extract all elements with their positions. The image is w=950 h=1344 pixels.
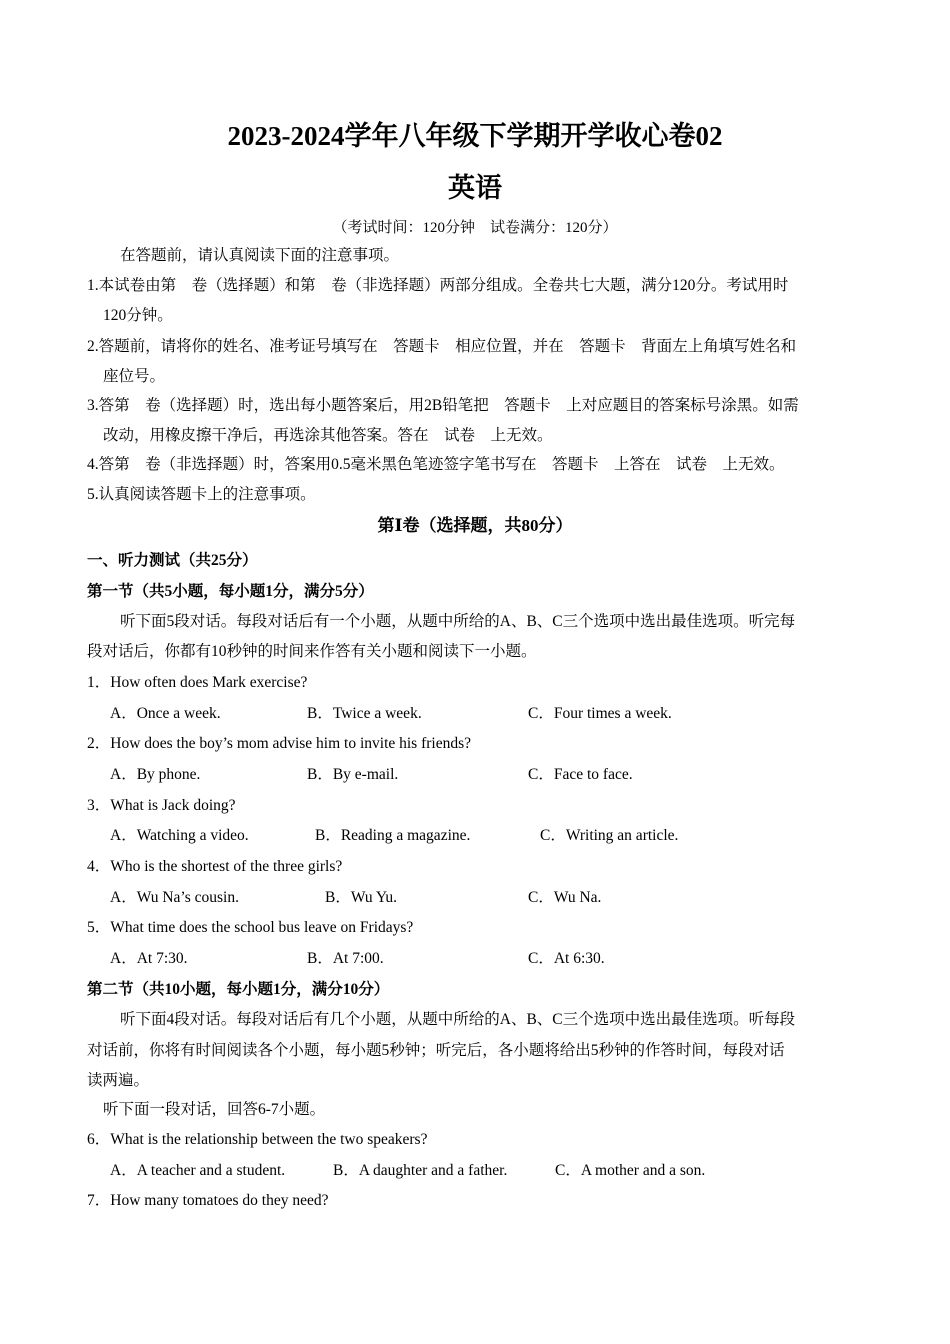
q3-option-b: B．Reading a magazine.	[315, 827, 471, 844]
subject-title: 英语	[448, 173, 502, 203]
sec1-desc-1: 听下面5段对话。每段对话后有一个小题，从题中所给的A、B、C三个选项中选出最佳选项。听完每	[120, 613, 796, 630]
notice-item-4: 4.答第 卷（非选择题）时，答案用0.5毫米黑色笔迹签字笔书写在 答题卡 上答在 试卷 上无效。	[87, 456, 785, 473]
notice-item-3: 3.答第 卷（选择题）时，选出每小题答案后，用2B铅笔把 答题卡 上对应题目的答案标号涂黑。如需	[87, 397, 799, 414]
q1-option-a: A．Once a week.	[110, 705, 221, 722]
q2-option-b: B．By e-mail.	[307, 766, 399, 783]
document-title: 2023-2024学年八年级下学期开学收心卷02	[227, 121, 723, 151]
question-2: 2．How does the boy’s mom advise him to invite his friends?	[87, 735, 472, 752]
notice-item-1: 1.本试卷由第 卷（选择题）和第 卷（非选择题）两部分组成。全卷共七大题，满分120分。考试用时	[87, 277, 789, 294]
exam-info: （考试时间：120分钟 试卷满分：120分）	[332, 220, 618, 236]
sec2-desc-2: 对话前，你将有时间阅读各个小题，每小题5秒钟；听完后，各小题将给出5秒钟的作答时间，每段对话	[87, 1042, 785, 1059]
notice-item-5: 5.认真阅读答题卡上的注意事项。	[87, 486, 316, 503]
q5-option-b: B．At 7:00.	[307, 950, 384, 967]
q4-option-b: B．Wu Yu.	[325, 889, 397, 906]
q2-option-c: C．Face to face.	[528, 766, 633, 783]
q4-option-a: A．Wu Na’s cousin.	[110, 889, 239, 906]
question-5: 5．What time does the school bus leave on Fridays?	[87, 919, 414, 936]
notice-item-2: 2.答题前，请将你的姓名、准考证号填写在 答题卡 相应位置，并在 答题卡 背面左上角填写姓名和	[87, 338, 797, 355]
q6-option-a: A．A teacher and a student.	[110, 1162, 286, 1179]
section1-heading: 一、听力测试（共25分）	[87, 552, 258, 569]
question-7: 7．How many tomatoes do they need?	[87, 1192, 329, 1209]
q3-option-a: A．Watching a video.	[110, 827, 249, 844]
q5-option-c: C．At 6:30.	[528, 950, 605, 967]
q6-option-c: C．A mother and a son.	[555, 1162, 706, 1179]
part1-heading: 第Ⅰ卷（选择题，共80分）	[377, 516, 573, 535]
sec1-title: 第一节（共5小题，每小题1分，满分5分）	[87, 583, 374, 600]
question-3: 3．What is Jack doing?	[87, 797, 236, 814]
q5-option-a: A．At 7:30.	[110, 950, 188, 967]
question-4: 4．Who is the shortest of the three girls?	[87, 858, 343, 875]
q4-option-c: C．Wu Na.	[528, 889, 602, 906]
sec2-desc-1: 听下面4段对话。每段对话后有几个小题，从题中所给的A、B、C三个选项中选出最佳选项。听每段	[120, 1011, 796, 1028]
notice-item-1-cont: 120分钟。	[103, 307, 173, 324]
question-1: 1．How often does Mark exercise?	[87, 674, 308, 691]
q1-option-c: C．Four times a week.	[528, 705, 672, 722]
question-6: 6．What is the relationship between the two speakers?	[87, 1131, 428, 1148]
q1-option-b: B．Twice a week.	[307, 705, 422, 722]
q3-option-c: C．Writing an article.	[540, 827, 679, 844]
notice-item-3-cont: 改动，用橡皮擦干净后，再选涂其他答案。答在 试卷 上无效。	[103, 427, 553, 444]
q6-option-b: B．A daughter and a father.	[333, 1162, 508, 1179]
sec2-note: 听下面一段对话，回答6-7小题。	[103, 1101, 326, 1118]
q2-option-a: A．By phone.	[110, 766, 201, 783]
notice-item-2-cont: 座位号。	[103, 368, 166, 385]
sec1-desc-2: 段对话后，你都有10秒钟的时间来作答有关小题和阅读下一小题。	[87, 643, 537, 660]
sec2-desc-3: 读两遍。	[87, 1072, 150, 1089]
notice-intro: 在答题前，请认真阅读下面的注意事项。	[120, 247, 400, 264]
sec2-title: 第二节（共10小题，每小题1分，满分10分）	[87, 981, 390, 998]
